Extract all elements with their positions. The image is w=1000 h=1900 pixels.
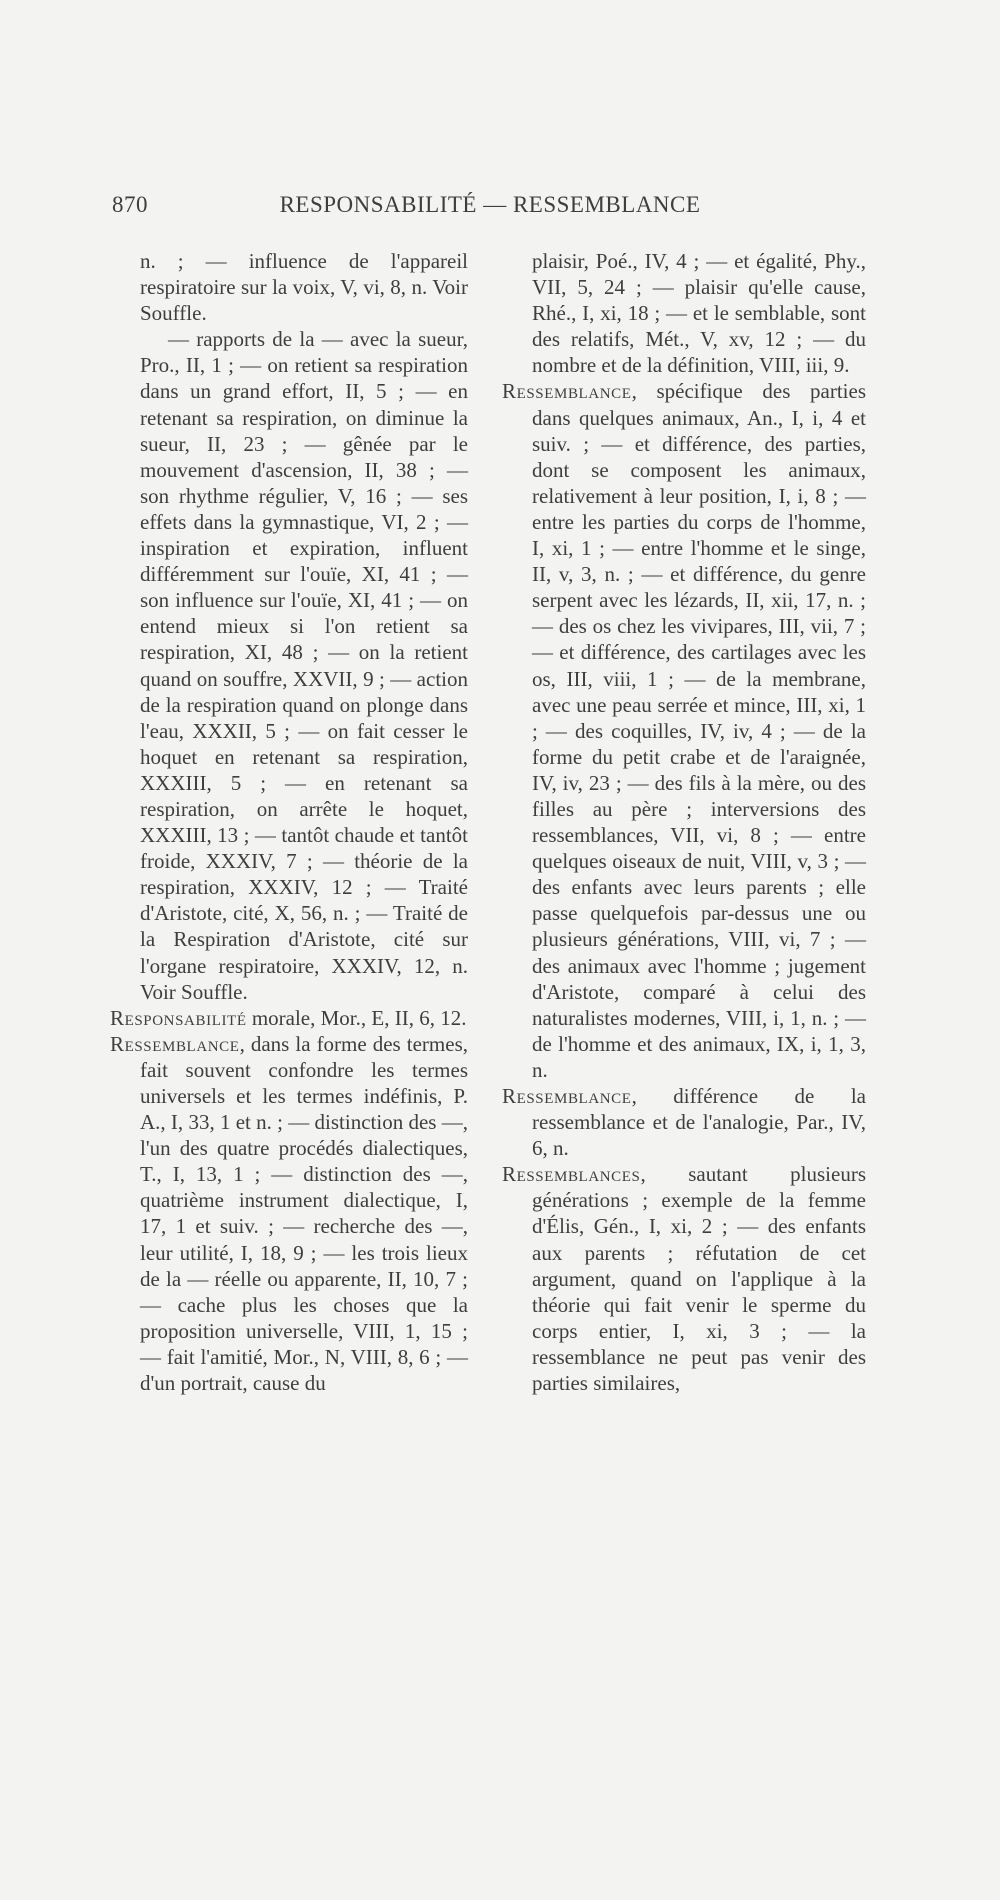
running-title: RESPONSABILITÉ — RESSEMBLANCE (279, 192, 701, 217)
entry-headword: Ressemblance (502, 1084, 632, 1108)
right-column (502, 248, 866, 1396)
entry-headword: Ressemblances (502, 1162, 641, 1187)
entry-text: , sautant plusieurs générations ; exemple de la femme d'Élis, Gén., I, xi, 2 ; — des enfants aux parents ; réfutation de cet argument, quand on l'applique à la théorie qui fait venir le sperme du corps entier, I, xi, 3 ; — la ressemblance ne peut pas venir des parties similaires, (532, 1162, 866, 1396)
page-number: 870 (112, 192, 148, 217)
running-head (112, 192, 718, 224)
index-entry-ressemblance-animaux (502, 378, 866, 1083)
entry-text: , spécifique des parties dans quelques animaux, An., I, i, 4 et suiv. ; — et différence, des parties, dont se composent les animaux, relativement à leur position, I, i, 8 ; — entre les parties du corps de l'homme, I, xi, 1 ; — entre l'homme et le singe, II, v, 3, n. ; — et différence, du genre serpent avec les lézards, II, xii, 17, n. ; — des os chez les vivipares, III, vii, 7 ; — et différence, des cartilages avec les os, III, viii, 1 ; — de la membrane, avec une peau serrée et mince, III, xi, 1 ; — des coquilles, IV, iv, 4 ; — de la forme du petit crabe et de l'araignée, IV, iv, 23 ; — des fils à la mère, ou des filles au père ; interversions des ressemblances, VII, vi, 8 ; — entre quelques oiseaux de nuit, VIII, v, 3 ; — des enfants avec leurs parents ; elle passe quelquefois par-dessus une ou plusieurs générations, VIII, vi, 7 ; — des animaux avec l'homme ; jugement d'Aristote, comparé à celui des naturalistes modernes, VIII, i, 1, n. ; — de l'homme et des animaux, IX, i, 1, 3, n. (532, 379, 866, 1082)
index-entry-responsabilite (110, 1005, 468, 1031)
left-column (110, 248, 468, 1396)
entry-headword: Ressemblance (110, 1031, 240, 1056)
entry-text: , différence de la ressemblance et de l'analogie, Par., IV, 6, n. (532, 1084, 866, 1161)
entry-text: , dans la forme des termes, fait souvent confondre les termes universels et les termes indéfinis, P. A., I, 33, 1 et n. ; — distinction des —, l'un des quatre procédés dialectiques, T., I, 13, 1 ; — distinction des —, quatrième instrument dialectique, I, 17, 1 et suiv. ; — recherche des —, leur utilité, I, 18, 9 ; — les trois lieux de la — réelle ou apparente, II, 10, 7 ; — cache plus les choses que la proposition universelle, VIII, 1, 15 ; — fait l'amitié, Mor., N, VIII, 8, 6 ; — d'un portrait, cause du (140, 1031, 468, 1396)
entry-continuation: n. ; — influence de l'appareil respiratoire sur la voix, V, vi, 8, n. Voir Souffle. (140, 249, 468, 326)
entry-headword: Ressemblance (502, 379, 632, 404)
index-entry-ressemblance (110, 1031, 468, 1396)
entry-continuation: plaisir, Poé., IV, 4 ; — et égalité, Phy., VII, 5, 24 ; — plaisir qu'elle cause, Rhé., I, xi, 18 ; — et le semblable, sont des relatifs, Mét., V, xv, 12 ; — du nombre et de la définition, VIII, iii, 9. (532, 249, 866, 378)
entry-text: morale, Mor., E, II, 6, 12. (246, 1005, 467, 1030)
entry-headword: Responsabilité (110, 1005, 247, 1030)
index-entry-ressemblance-analogie (502, 1083, 866, 1161)
sub-entry-paragraph: — rapports de la — avec la sueur, Pro., II, 1 ; — on retient sa respiration dans un grand effort, II, 5 ; — en retenant sa respiration, on diminue la sueur, II, 23 ; — gênée par le mouvement d'ascension, II, 38 ; — son rhythme régulier, V, 16 ; — ses effets dans la gymnastique, VI, 2 ; — inspiration et expiration, influent différemment sur l'ouïe, XI, 41 ; — son influence sur l'ouïe, XI, 41 ; — on entend mieux si l'on retient sa respiration, XI, 48 ; — on la retient quand on souffre, XXVII, 9 ; — action de la respiration quand on plonge dans l'eau, XXXII, 5 ; — on fait cesser le hoquet en retenant sa respiration, XXXIII, 5 ; — en retenant sa respiration, on arrête le hoquet, XXXIII, 13 ; — tantôt chaude et tantôt froide, XXXIV, 7 ; — théorie de la respiration, XXXIV, 12 ; — Traité d'Aristote, cité, X, 56, n. ; — Traité de la Respiration d'Aristote, cité sur l'organe respiratoire, XXXIV, 12, n. Voir Souffle. (140, 327, 468, 1004)
index-entry-ressemblances (502, 1161, 866, 1396)
